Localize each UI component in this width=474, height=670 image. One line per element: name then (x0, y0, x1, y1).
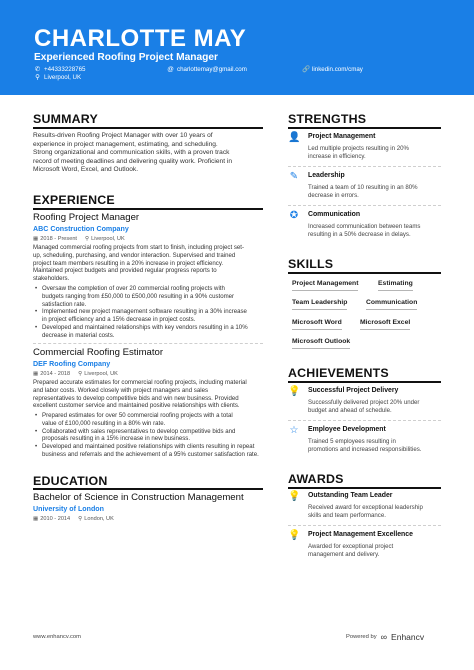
experience-heading: EXPERIENCE (33, 193, 115, 207)
list-item: • Collaborated with sales representatives to develop competitive bids and proposals resulting in a 15% increase in new business. (33, 428, 273, 444)
skill-tag: Microsoft Word (292, 318, 342, 330)
list-item: • Developed and maintained positive relationships with clients resulting in repeat business and referrals and the achievement of a 95% customer satisfaction rate. (33, 443, 273, 459)
summary-line: Strong organizational and communication skills, with a proven track (33, 149, 230, 157)
skill-tag: Communication (366, 298, 417, 310)
job-meta (33, 236, 125, 243)
education-heading: EDUCATION (33, 474, 108, 488)
enhancv-logo-icon: ∞ (380, 632, 388, 642)
lightbulb-icon: 💡 (288, 491, 301, 502)
desc-line: excellent customer service and maintained positive relationships with clients. (33, 402, 240, 410)
summary-line: experience in project management, estimating, and scheduling. (33, 140, 218, 148)
calendar-icon: ▦ (33, 236, 39, 242)
email-contact[interactable] (167, 66, 247, 74)
candidate-role: Experienced Roofing Project Manager (34, 52, 218, 63)
job-description (33, 244, 273, 283)
desc-line: Managed commercial roofing projects from start to finish, including project set- (33, 244, 245, 251)
skill-tag: Estimating (378, 279, 413, 291)
award-title: Project Management Excellence (308, 531, 413, 538)
location-contact (34, 74, 81, 82)
summary-divider (33, 127, 263, 129)
desc-line: up, scheduling, purchasing, and vendor interaction. Supervised and trained (33, 251, 236, 259)
tools-icon: ✎ (289, 171, 299, 182)
summary-line: Microsoft Word, Excel, and Outlook. (33, 166, 139, 174)
education-dates: ▦ 2010 - 2014 (33, 516, 71, 522)
job-meta (33, 371, 118, 378)
strength-title: Leadership (308, 172, 345, 179)
strength-title: Project Management (308, 133, 376, 140)
list-item: • Oversaw the completion of over 20 commercial roofing projects with budgets ranging from £50,000 to £500,000 resulting in a 90% customer satisfaction rate. (33, 285, 273, 308)
location-text: Liverpool, UK (44, 74, 82, 81)
strengths-divider (288, 127, 441, 129)
skills-heading: SKILLS (288, 257, 334, 271)
linkedin-text: linkedin.com/cmay (312, 66, 363, 73)
award-desc: Received award for exceptional leadership skills and team performance. (308, 504, 423, 519)
strength-desc: Increased communication between teams resulting in a 50% decrease in delays. (308, 223, 421, 238)
phone-text: +44333228765 (44, 66, 86, 73)
award-desc: Awarded for exceptional project management and delivery. (308, 543, 394, 558)
resume-header (0, 0, 474, 95)
degree-title: Bachelor of Science in Construction Management (33, 492, 244, 503)
job-description (33, 379, 273, 410)
linkedin-contact[interactable] (302, 66, 363, 74)
list-item: • Developed and maintained relationships with key vendors resulting in a 10% decrease in material costs. (33, 324, 273, 340)
achievement-title: Employee Development (308, 426, 386, 433)
company-name: DEF Roofing Company (33, 360, 111, 368)
strengths-heading: STRENGTHS (288, 112, 367, 126)
link-icon: 🔗 (302, 66, 311, 73)
location-pin-icon: ⚲ (35, 74, 40, 81)
desc-line: Maintained project budgets and provided regular progress reports to (33, 267, 217, 275)
strength-desc: Led multiple projects resulting in 20% increase in efficiency. (308, 145, 409, 160)
calendar-icon: ▦ (33, 516, 39, 522)
summary-text (33, 132, 273, 175)
location-pin-icon: ⚲ (78, 371, 83, 377)
education-meta (33, 516, 114, 523)
experience-divider (33, 208, 263, 210)
skill-tag: Team Leadership (292, 298, 347, 310)
desc-line: Prepared accurate estimates for commercial roofing projects, including material (33, 379, 247, 386)
achievement-separator (288, 420, 441, 421)
achievements-heading: ACHIEVEMENTS (288, 366, 389, 380)
desc-line: stakeholders. (33, 275, 70, 283)
strength-title: Communication (308, 211, 361, 218)
job-title: Roofing Project Manager (33, 212, 140, 223)
job-location: ⚲ Liverpool, UK (78, 371, 118, 377)
education-location: ⚲ London, UK (78, 516, 114, 522)
awards-heading: AWARDS (288, 472, 344, 486)
brand-name: Enhancv (391, 632, 425, 642)
award-icon: ✪ (289, 210, 299, 221)
skill-tag: Microsoft Excel (360, 318, 410, 330)
achievement-desc: Successfully delivered project 20% under budget and ahead of schedule. (308, 399, 420, 414)
job-separator (33, 343, 263, 344)
job-achievements-list (33, 285, 273, 340)
list-item: • Implemented new project management software resulting in a 30% increase in project efficiency and a 15% decrease in project costs. (33, 308, 273, 324)
skills-divider (288, 272, 441, 274)
skill-tag: Project Management (292, 279, 358, 291)
location-pin-icon: ⚲ (78, 516, 83, 522)
skill-tag: Microsoft Outlook (292, 337, 350, 349)
user-check-icon: 👤 (288, 132, 301, 143)
education-divider (33, 488, 263, 490)
job-title: Commercial Roofing Estimator (33, 347, 164, 358)
calendar-icon: ▦ (33, 371, 39, 377)
email-text: charlottemay@gmail.com (177, 66, 247, 73)
summary-line: record of meeting deadlines and delivering quality work. Proficient in (33, 157, 233, 165)
job-achievements-list (33, 412, 273, 459)
summary-line: Results-driven Roofing Project Manager with over 10 years of (33, 132, 213, 139)
strength-separator (288, 166, 441, 167)
phone-icon: ✆ (34, 66, 41, 73)
company-name: ABC Construction Company (33, 225, 129, 233)
desc-line: and labor costs. Worked closely with project managers and sales (33, 386, 208, 394)
at-icon: @ (167, 66, 174, 73)
list-item: • Prepared estimates for over 50 commercial roofing projects with a total value of £100,000 resulting in a 80% win rate. (33, 412, 273, 428)
footer-powered-by: Powered by ∞ Enhancv (346, 632, 425, 642)
achievement-desc: Trained 5 employees resulting in promotions and increased responsibilities. (308, 438, 422, 453)
desc-line: project team members resulting in a 20% increase in project efficiency. (33, 259, 224, 267)
desc-line: representatives to develop competitive bids and win new business. Provided (33, 394, 239, 402)
phone-contact[interactable] (34, 66, 85, 74)
achievement-title: Successful Project Delivery (308, 387, 399, 394)
job-dates: ▦ 2014 - 2018 (33, 371, 71, 377)
summary-heading: SUMMARY (33, 112, 98, 126)
strength-desc: Trained a team of 10 resulting in an 80% decrease in errors. (308, 184, 418, 199)
job-dates: ▦ 2018 - Present (33, 236, 77, 242)
strength-separator (288, 205, 441, 206)
award-separator (288, 525, 441, 526)
job-location: ⚲ Liverpool, UK (85, 236, 125, 242)
footer-website[interactable]: www.enhancv.com (33, 634, 81, 640)
achievements-divider (288, 381, 441, 383)
awards-divider (288, 487, 441, 489)
candidate-name: CHARLOTTE MAY (34, 25, 247, 52)
lightbulb-icon: 💡 (288, 530, 301, 541)
location-pin-icon: ⚲ (85, 236, 90, 242)
school-name: University of London (33, 505, 104, 513)
award-title: Outstanding Team Leader (308, 492, 393, 499)
star-icon: ☆ (289, 425, 299, 436)
lightbulb-icon: 💡 (288, 386, 301, 397)
